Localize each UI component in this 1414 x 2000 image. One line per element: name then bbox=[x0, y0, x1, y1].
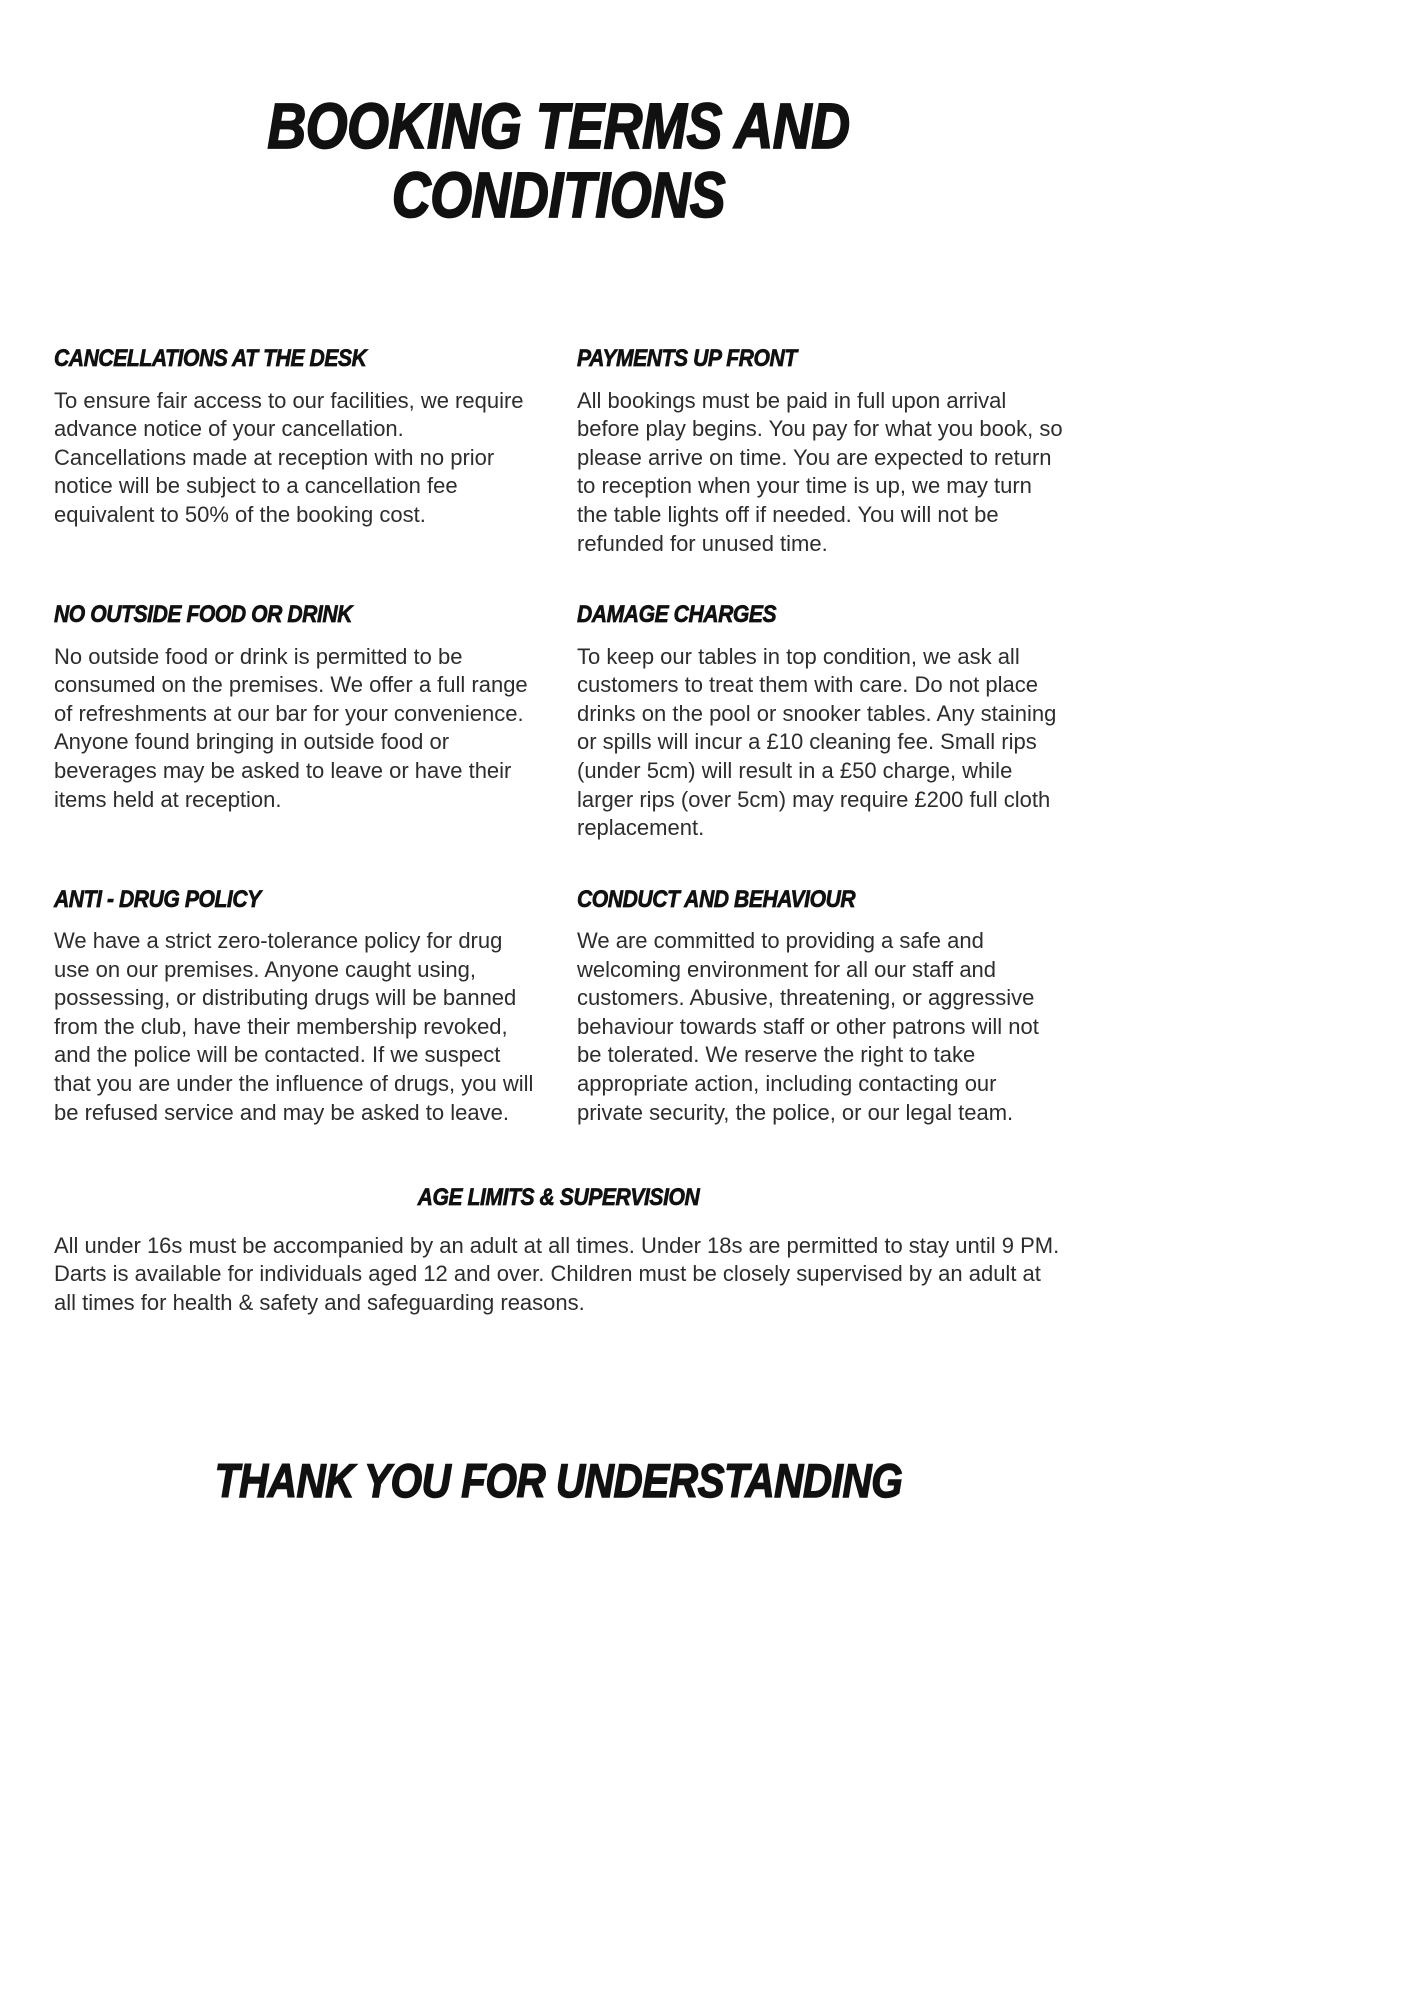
section-body-damage-charges: To keep our tables in top condition, we ask all customers to treat them with care. Do not place drinks on the pool or snooker tables. Any staining or spills will incur a £10 cleaning fee. Small rips (under 5cm) will result in a £50 charge, while larger rips (over 5cm) may require £200 full cloth replacement. bbox=[577, 643, 1057, 841]
section-body-cancellations: To ensure fair access to our facilities, we require advance notice of your cancellation. Cancellations made at reception with no prior notice will be subject to a cancellation fee equivalent to 50% of the booking cost. bbox=[54, 387, 524, 527]
section-anti-drug-policy bbox=[54, 887, 540, 1128]
section-age-limits-supervision bbox=[54, 1185, 1063, 1317]
section-heading-payments: PAYMENTS UP FRONT bbox=[577, 345, 797, 373]
section-heading-no-outside-food: NO OUTSIDE FOOD OR DRINK bbox=[54, 601, 353, 629]
section-body-conduct: We are committed to providing a safe and welcoming environment for all our staff and customers. Abusive, threatening, or aggressive behaviour towards staff or other patrons will not be tolerated. We reserve the right to take appropriate action, including contacting our private security, the police, or our legal team. bbox=[577, 928, 1039, 1125]
section-damage-charges bbox=[577, 602, 1063, 843]
page-title bbox=[135, 92, 983, 230]
page-title-line-2: CONDITIONS bbox=[391, 159, 726, 232]
terms-sections-grid bbox=[54, 346, 1063, 1127]
section-heading-age-limits: AGE LIMITS & SUPERVISION bbox=[417, 1184, 700, 1212]
closing-statement: THANK YOU FOR UNDERSTANDING bbox=[214, 1454, 903, 1508]
page-title-line-1: BOOKING TERMS AND bbox=[267, 90, 850, 162]
section-heading-anti-drug: ANTI - DRUG POLICY bbox=[54, 885, 261, 913]
section-body-no-outside-food: No outside food or drink is permitted to be consumed on the premises. We offer a full range of refreshments at our bar for your convenience. Anyone found bringing in outside food or beverages may be asked to leave or have their items held at reception. bbox=[54, 643, 528, 812]
section-heading-conduct: CONDUCT AND BEHAVIOUR bbox=[577, 885, 856, 913]
section-heading-damage-charges: DAMAGE CHARGES bbox=[577, 601, 777, 629]
section-cancellations-at-the-desk bbox=[54, 346, 540, 558]
section-body-anti-drug: We have a strict zero-tolerance policy for drug use on our premises. Anyone caught using, possessing, or distributing drugs will be banned from the club, have their membership revoked, and the police will be contacted. If we suspect that you are under the influence of drugs, you will be refused service and may be asked to leave. bbox=[54, 928, 534, 1125]
section-payments-up-front bbox=[577, 346, 1063, 558]
section-body-payments: All bookings must be paid in full upon arrival before play begins. You pay for what you book, so please arrive on time. You are expected to return to reception when your time is up, we may turn the table lights off if needed. You will not be refunded for unused time. bbox=[577, 387, 1063, 556]
section-heading-cancellations: CANCELLATIONS AT THE DESK bbox=[54, 345, 367, 373]
section-no-outside-food-or-drink bbox=[54, 602, 540, 843]
section-conduct-and-behaviour bbox=[577, 887, 1063, 1128]
section-body-age-limits: All under 16s must be accompanied by an adult at all times. Under 18s are permitted to stay until 9 PM. Darts is available for individuals aged 12 and over. Children must be closely supervised by an adult at all times for health & safety and safeguarding reasons. bbox=[54, 1232, 1060, 1315]
